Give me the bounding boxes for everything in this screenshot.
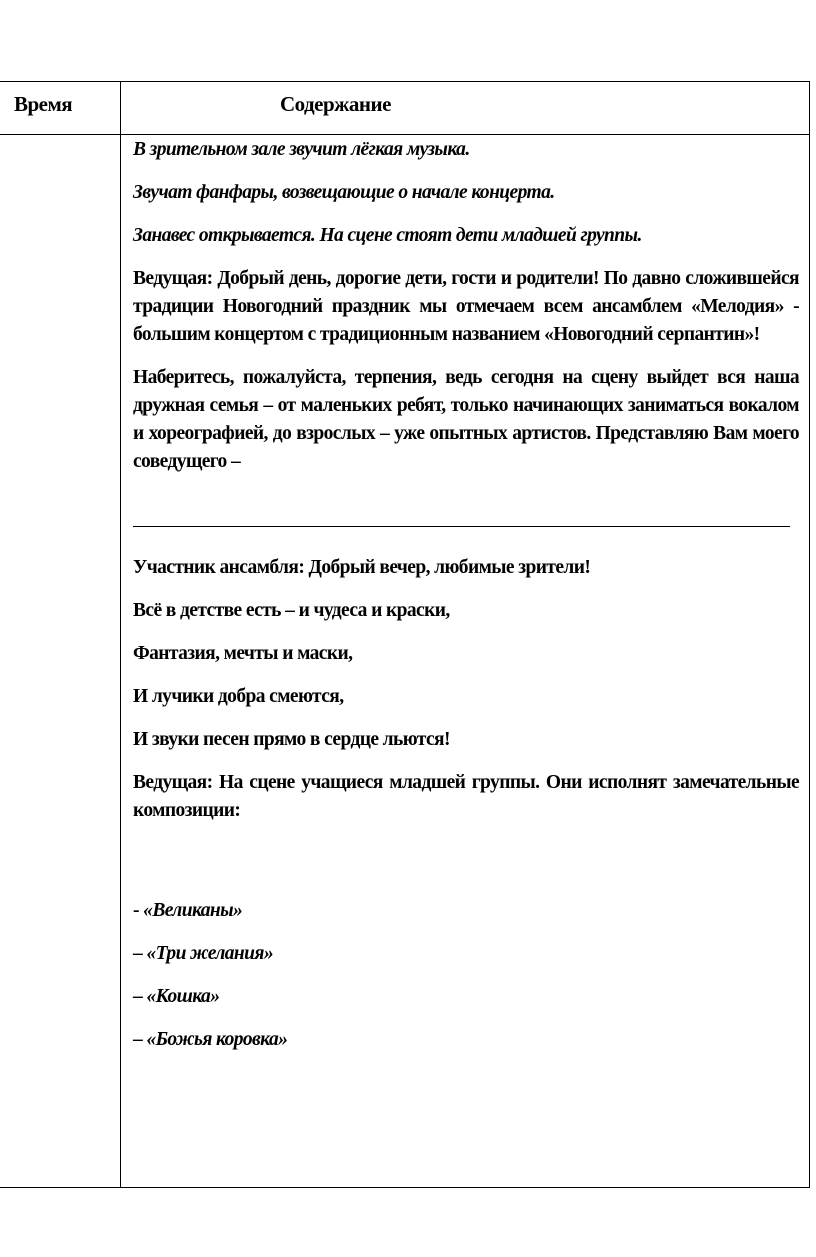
speech-text: Добрый день, дорогие дети, гости и родители! По давно сложившейся традиции Новогодний праздник мы отмечаем всем ансамблем «Мелодия» - большим концертом с традиционным названием «Новогодний серпантин»! — [133, 268, 799, 345]
song-prefix: – — [133, 986, 147, 1007]
song-prefix: - — [133, 900, 144, 921]
member-line — [133, 554, 799, 582]
stage-direction: Звучат фанфары, возвещающие о начале концерта. — [133, 182, 555, 203]
header-content: Содержание — [280, 92, 391, 116]
speaker-label: Ведущая: — [133, 268, 213, 289]
poem-line: И лучики добра смеются, — [133, 686, 344, 707]
header-divider — [0, 134, 809, 135]
host-line-continued: Наберитесь, пожалуйста, терпения, ведь сегодня на сцену выйдет вся наша дружная семья – от маленьких ребят, только начинающих заниматься вокалом и хореографией, до взрослых – уже опытных артистов. Представляю Вам моего соведущего – — [133, 367, 799, 472]
speaker-label: Ведущая: — [133, 772, 213, 793]
song-title: «Божья коровка» — [146, 1029, 288, 1050]
song-item — [133, 1026, 799, 1054]
cohost-name-blank — [133, 526, 790, 527]
stage-direction: Занавес открывается. На сцене стоят дети младшей группы. — [133, 225, 642, 246]
speaker-label: Участник ансамбля: — [133, 557, 305, 578]
song-prefix: – — [133, 943, 147, 964]
poem-line: И звуки песен прямо в сердце льются! — [133, 729, 450, 750]
host-line — [133, 769, 799, 825]
poem-line: Всё в детстве есть – и чудеса и краски, — [133, 600, 450, 621]
song-title: «Кошка» — [146, 986, 220, 1007]
content-cell — [133, 136, 799, 1054]
song-item — [133, 940, 799, 968]
song-title: «Великаны» — [143, 900, 243, 921]
script-table — [0, 81, 810, 1188]
poem-line: Фантазия, мечты и маски, — [133, 643, 353, 664]
song-item — [133, 983, 799, 1011]
header-time: Время — [14, 92, 73, 116]
song-title: «Три желания» — [146, 943, 273, 964]
speech-text: На сцене учащиеся младшей группы. Они исполнят замечательные композиции: — [133, 772, 800, 821]
song-prefix: – — [133, 1029, 147, 1050]
song-item — [133, 897, 799, 925]
speech-text: Добрый вечер, любимые зрители! — [308, 557, 591, 578]
column-divider — [120, 82, 121, 1187]
host-line — [133, 265, 799, 349]
stage-direction: В зрительном зале звучит лёгкая музыка. — [133, 139, 470, 160]
